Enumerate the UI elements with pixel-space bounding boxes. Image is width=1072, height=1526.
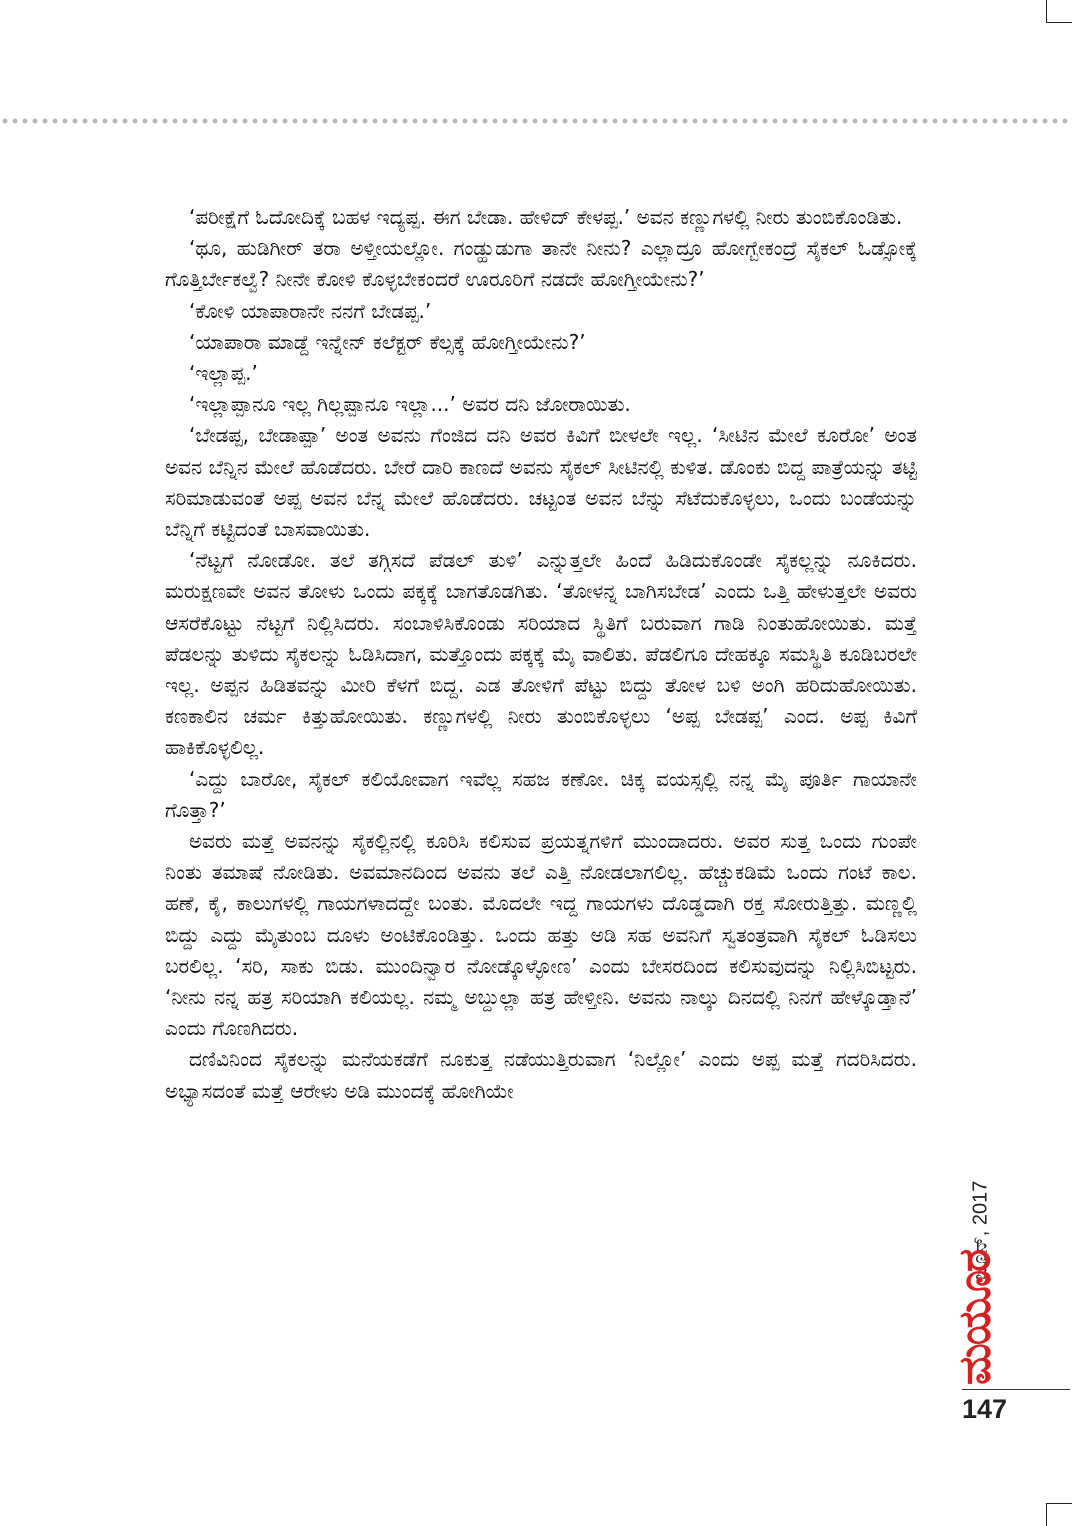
issue-date: ಜೂನ್, 2017 — [969, 1180, 992, 1280]
paragraph-9: ‘ಎದ್ದು ಬಾರೋ, ಸೈಕಲ್ ಕಲಿಯೋವಾಗ ಇವೆಲ್ಲ ಸಹಜ ಕಣೋ. ಚಿಕ್ಕ ವಯಸ್ಸಲ್ಲಿ ನನ್ನ ಮೈ ಪೂರ್ತಿ ಗಾಯಾನೇ ಗೊತ್ತಾ?’ — [165, 766, 917, 822]
paragraph-5: ‘ಇಲ್ಲಾಪ್ಪ.’ — [189, 361, 258, 386]
paragraph-6: ‘ಇಲ್ಲಾಪ್ಪಾನೂ ಇಲ್ಲ ಗಿಲ್ಲಪ್ಪಾನೂ ಇಲ್ಲಾ...’ ಅವರ ದನಿ ಜೋರಾಯಿತು. — [189, 392, 631, 417]
page-number: 147 — [962, 1394, 1008, 1424]
crop-mark-top — [1046, 0, 1072, 23]
paragraph-1: ‘ಪರೀಕ್ಷೆಗೆ ಓದೋದಿಕ್ಕೆ ಬಹಳ ಇದ್ಯಪ್ಪ. ಈಗ ಬೇಡಾ. ಹೇಳಿದ್ ಕೇಳಪ್ಪ.’ ಅವನ ಕಣ್ಣುಗಳಲ್ಲಿ ನೀರು ತುಂಬಿಕೊಂಡಿತು. — [189, 205, 903, 229]
paragraph-4: ‘ಯಾಪಾರಾ ಮಾಡ್ದೆ ಇನ್ನೇನ್ ಕಲೆಕ್ಟರ್ ಕೆಲ್ಸಕ್ಕೆ ಹೋಗ್ತೀಯೇನು?’ — [189, 329, 586, 354]
paragraph-3: ‘ಕೋಳಿ ಯಾಪಾರಾನೇ ನನಗೆ ಬೇಡಪ್ಪ.’ — [189, 298, 432, 323]
magazine-logo: ಮಯೂರ — [949, 1250, 1001, 1385]
paragraph-7: ‘ಬೇಡಪ್ಪ, ಬೇಡಾಪ್ಪಾ’ ಅಂತ ಅವನು ಗೆಂಜಿದ ದನಿ ಅವರ ಕಿವಿಗೆ ಬೀಳಲೇ ಇಲ್ಲ. ‘ಸೀಟಿನ ಮೇಲೆ ಕೂರೋ’ ಅಂತ ಅವನ ಬೆನ್ನಿನ ಮೇಲೆ ಹೊಡೆದರು. ಬೇರೆ ದಾರಿ ಕಾಣದೆ ಅವನು ಸೈಕಲ್ ಸೀಟಿನಲ್ಲಿ ಕುಳಿತ. ಡೊಂಕು ಬಿದ್ದ ಪಾತ್ರೆಯನ್ನು ತಟ್ಟಿ ಸರಿಮಾಡುವಂತೆ ಅಪ್ಪ ಅವನ ಬೆನ್ನ ಮೇಲೆ ಹೊಡೆದರು. ಚಟ್ಟಂತ ಅವನ ಬೆನ್ನು ಸೆಟೆದುಕೊಳ್ಳಲು, ಒಂದು ಬಂಡೆಯನ್ನು ಬೆನ್ನಿಗೆ ಕಟ್ಟಿದಂತೆ ಬಾಸವಾಯಿತು. — [165, 423, 917, 542]
page-number-rule — [962, 1389, 1070, 1390]
paragraph-2: ‘ಥೂ, ಹುಡಿಗೀರ್ ತರಾ ಅಳ್ತೀಯಲ್ಲೋ. ಗಂಡ್ಹುಡುಗಾ ತಾನೇ ನೀನು? ಎಲ್ಲಾದ್ರೂ ಹೋಗ್ಬೇಕಂದ್ರೆ ಸೈಕಲ್ ಓಡ್ಸೋಕ್ಕೆ ಗೊತ್ತಿರ್ಬೇಕಲ್ವೆ? ನೀನೇ ಕೋಳಿ ಕೊಳ್ಳಬೇಕಂದರೆ ಊರೂರಿಗೆ ನಡದೇ ಹೋಗ್ತೀಯೇನು?’ — [165, 236, 917, 292]
article-body — [165, 202, 917, 1107]
paragraph-8: ‘ನೆಟ್ಟಗೆ ನೋಡೋ. ತಲೆ ತಗ್ಗಿಸದೆ ಪೆಡಲ್ ತುಳಿ’ ಎನ್ನುತ್ತಲೇ ಹಿಂದೆ ಹಿಡಿದುಕೊಂಡೇ ಸೈಕಲ್ಲನ್ನು ನೂಕಿದರು. ಮರುಕ್ಷಣವೇ ಅವನ ತೋಳು ಒಂದು ಪಕ್ಕಕ್ಕೆ ಬಾಗತೊಡಗಿತು. ‘ತೋಳನ್ನ ಬಾಗಿಸಬೇಡ’ ಎಂದು ಒತ್ತಿ ಹೇಳುತ್ತಲೇ ಅವರು ಆಸರೆಕೊಟ್ಟು ನೆಟ್ಟಗೆ ನಿಲ್ಲಿಸಿದರು. ಸಂಬಾಳಿಸಿಕೊಂಡು ಸರಿಯಾದ ಸ್ಥಿತಿಗೆ ಬರುವಾಗ ಗಾಡಿ ನಿಂತುಹೋಯಿತು. ಮತ್ತೆ ಪೆಡಲನ್ನು ತುಳಿದು ಸೈಕಲನ್ನು ಓಡಿಸಿದಾಗ, ಮತ್ತೊಂದು ಪಕ್ಕಕ್ಕೆ ಮೈ ವಾಲಿತು. ಪೆಡಲಿಗೂ ದೇಹಕ್ಕೂ ಸಮಸ್ಥಿತಿ ಕೂಡಿಬರಲೇ ಇಲ್ಲ. ಅಪ್ಪನ ಹಿಡಿತವನ್ನು ಮೀರಿ ಕೆಳಗೆ ಬಿದ್ದ. ಎಡ ತೋಳಿಗೆ ಪೆಟ್ಟು ಬಿದ್ದು ತೋಳ ಬಳಿ ಅಂಗಿ ಹರಿದುಹೋಯಿತು. ಕಣಕಾಲಿನ ಚರ್ಮ ಕಿತ್ತುಹೋಯಿತು. ಕಣ್ಣುಗಳಲ್ಲಿ ನೀರು ತುಂಬಿಕೊಳ್ಳಲು ‘ಅಪ್ಪ ಬೇಡಪ್ಪ’ ಎಂದ. ಅಪ್ಪ ಕಿವಿಗೆ ಹಾಕಿಕೊಳ್ಳಲಿಲ್ಲ. — [165, 548, 917, 760]
paragraph-10: ಅವರು ಮತ್ತೆ ಅವನನ್ನು ಸೈಕಲ್ಲಿನಲ್ಲಿ ಕೂರಿಸಿ ಕಲಿಸುವ ಪ್ರಯತ್ನಗಳಿಗೆ ಮುಂದಾದರು. ಅವರ ಸುತ್ತ ಒಂದು ಗುಂಪೇ ನಿಂತು ತಮಾಷೆ ನೋಡಿತು. ಅವಮಾನದಿಂದ ಅವನು ತಲೆ ಎತ್ತಿ ನೋಡಲಾಗಲಿಲ್ಲ. ಹೆಚ್ಚುಕಡಿಮೆ ಒಂದು ಗಂಟೆ ಕಾಲ. ಹಣೆ, ಕೈ, ಕಾಲುಗಳಲ್ಲಿ ಗಾಯಗಳಾದದ್ದೇ ಬಂತು. ಮೊದಲೇ ಇದ್ದ ಗಾಯಗಳು ದೊಡ್ಡದಾಗಿ ರಕ್ತ ಸೋರುತ್ತಿತ್ತು. ಮಣ್ಣಲ್ಲಿ ಬಿದ್ದು ಎದ್ದು ಮೈತುಂಬ ದೂಳು ಅಂಟಿಕೊಂಡಿತ್ತು. ಒಂದು ಹತ್ತು ಅಡಿ ಸಹ ಅವನಿಗೆ ಸ್ವತಂತ್ರವಾಗಿ ಸೈಕಲ್ ಓಡಿಸಲು ಬರಲಿಲ್ಲ. ‘ಸರಿ, ಸಾಕು ಬಿಡು. ಮುಂದಿನ್ವಾರ ನೋಡ್ಕೊಳ್ಳೋಣ’ ಎಂದು ಬೇಸರದಿಂದ ಕಲಿಸುವುದನ್ನು ನಿಲ್ಲಿಸಿಬಿಟ್ಟರು. ‘ನೀನು ನನ್ನ ಹತ್ರ ಸರಿಯಾಗಿ ಕಲಿಯಲ್ಲ. ನಮ್ಮ ಅಬ್ದುಲ್ಲಾ ಹತ್ರ ಹೇಳ್ತೀನಿ. ಅವನು ನಾಲ್ಕು ದಿನದಲ್ಲಿ ನಿನಗೆ ಹೇಳ್ಕೊಡ್ತಾನೆ’ ಎಂದು ಗೊಣಗಿದರು. — [165, 829, 917, 1041]
dotted-divider — [0, 118, 1072, 124]
paragraph-11: ದಣಿವಿನಿಂದ ಸೈಕಲನ್ನು ಮನೆಯಕಡೆಗೆ ನೂಕುತ್ತ ನಡೆಯುತ್ತಿರುವಾಗ ‘ನಿಲ್ಲೋ’ ಎಂದು ಅಪ್ಪ ಮತ್ತೆ ಗದರಿಸಿದರು. ಅಭ್ಯಾಸದಂತೆ ಮತ್ತೆ ಆರೇಳು ಅಡಿ ಮುಂದಕ್ಕೆ ಹೋಗಿಯೇ — [165, 1047, 917, 1103]
crop-mark-bottom — [1046, 1503, 1072, 1526]
